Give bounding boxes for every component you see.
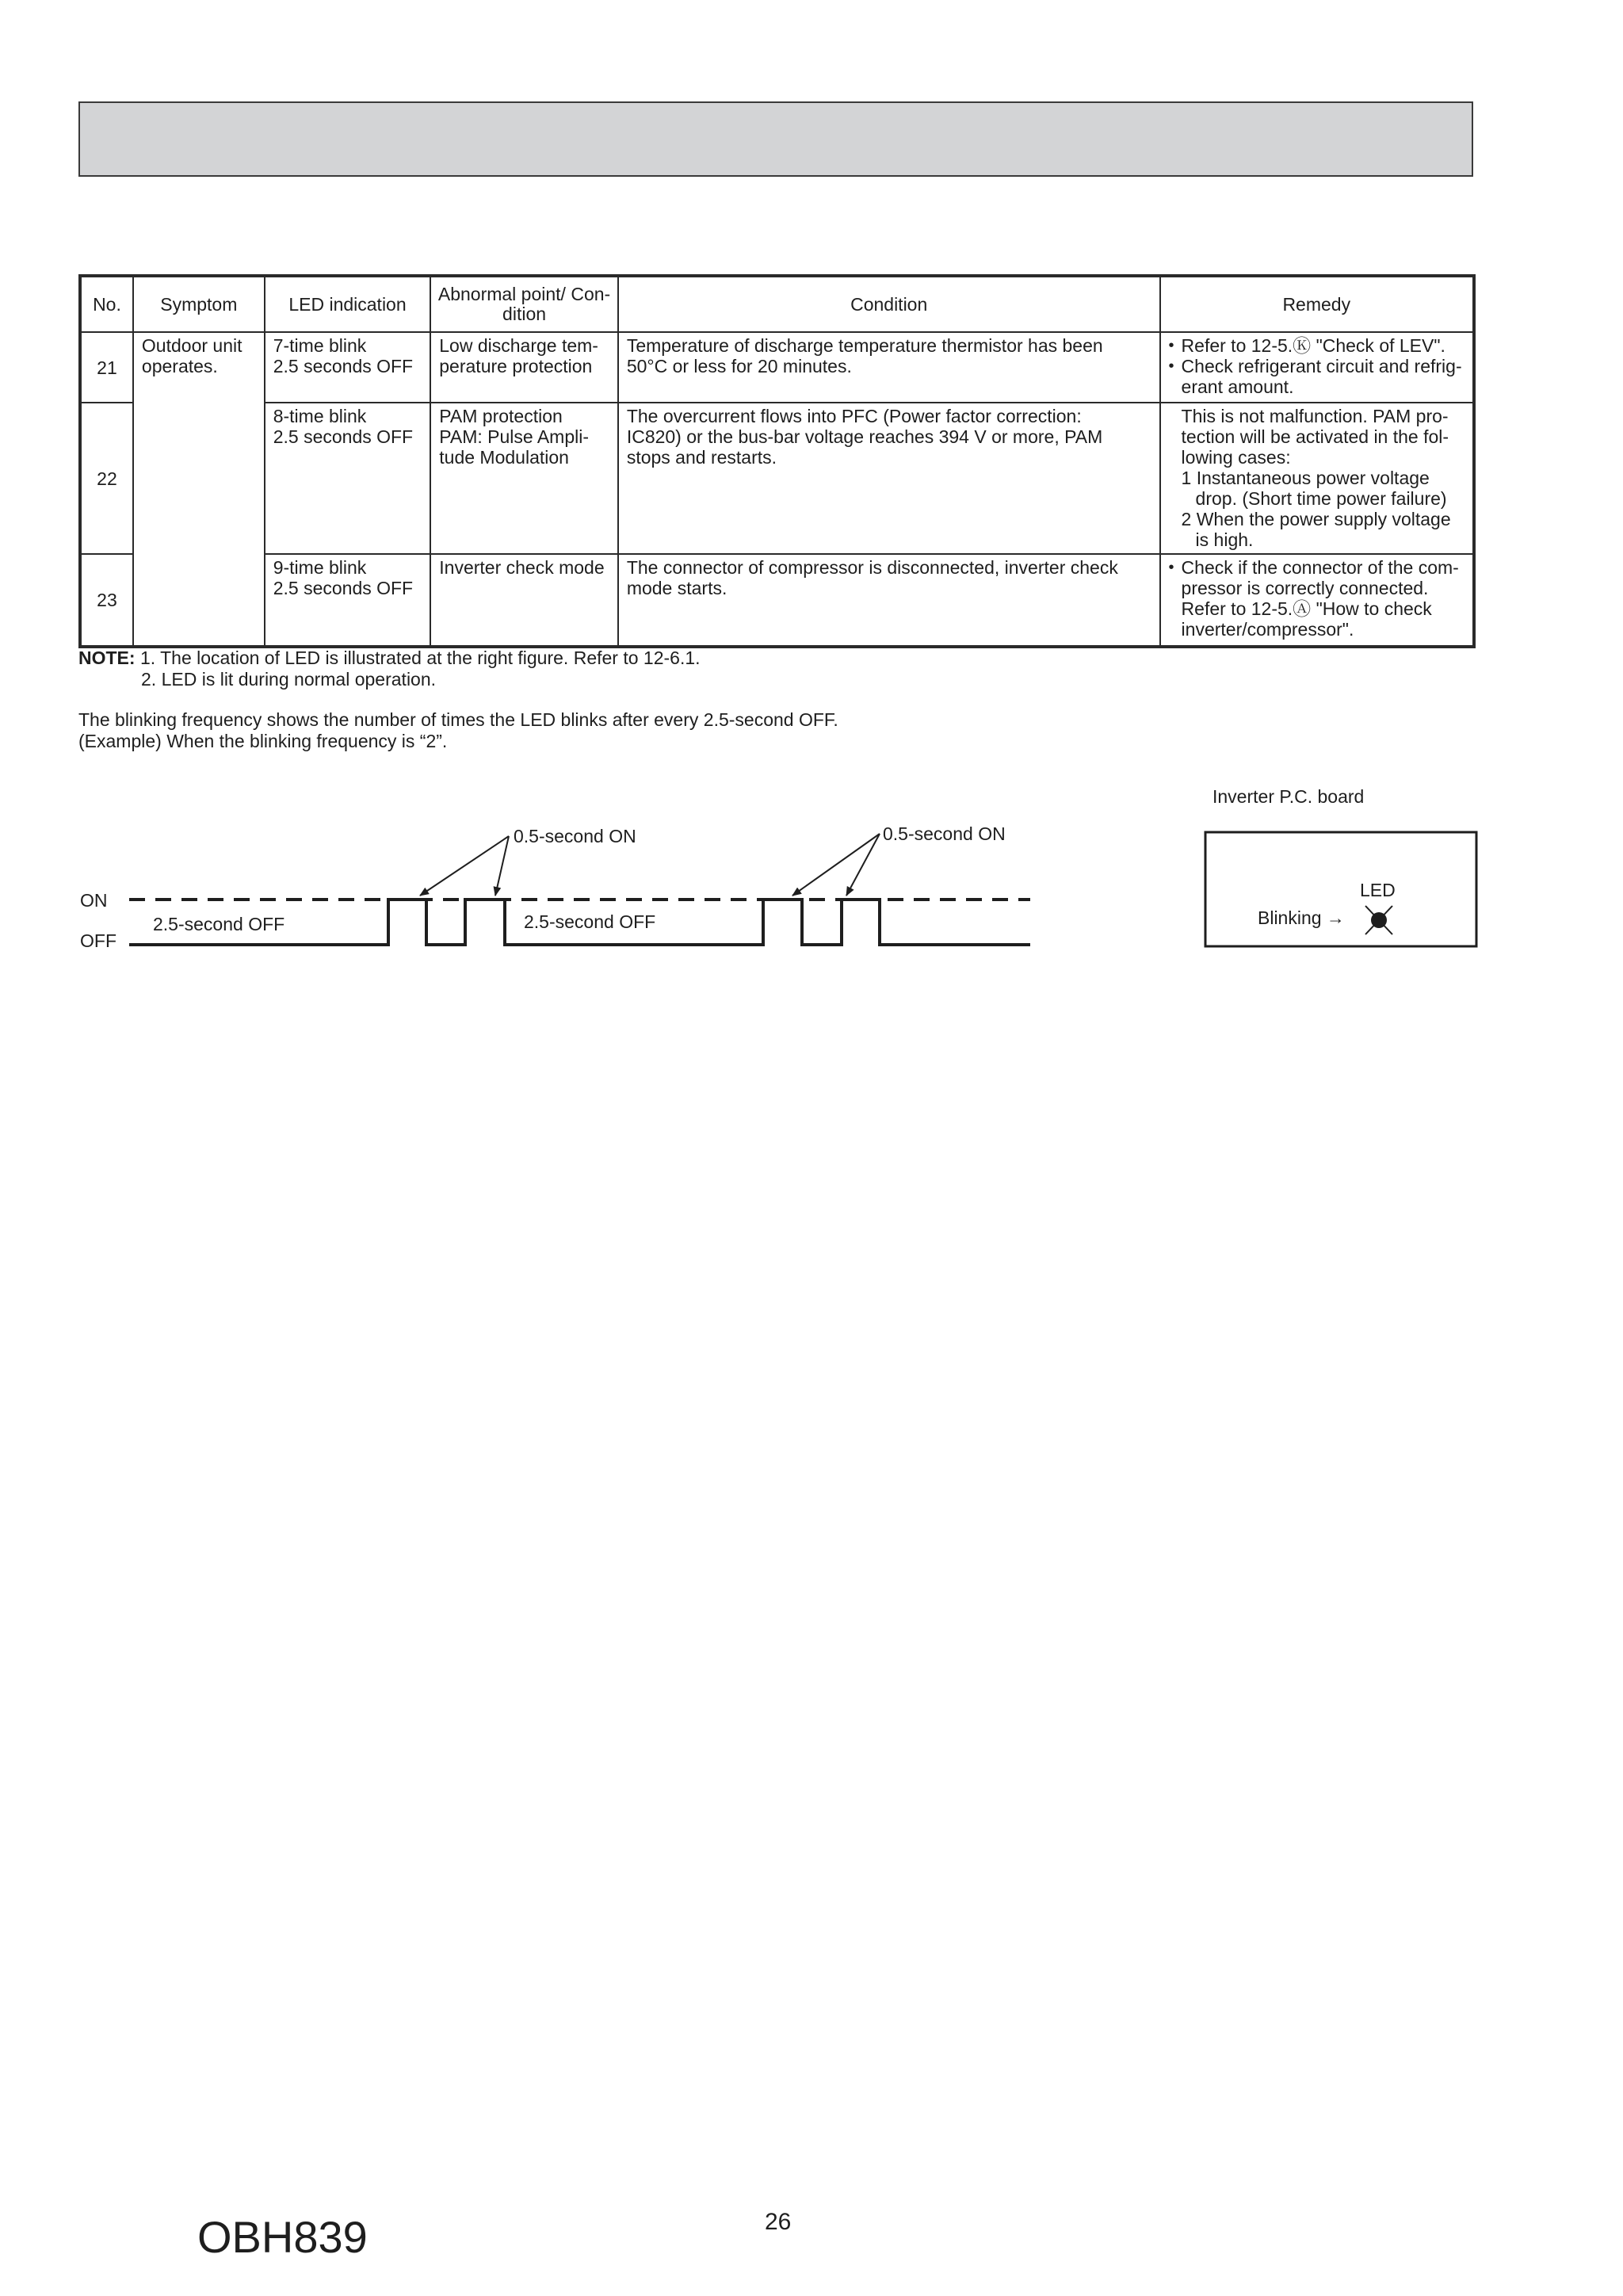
row-number: 21 xyxy=(80,332,133,403)
header-symptom: Symptom xyxy=(133,276,265,332)
header-no: No. xyxy=(80,276,133,332)
timing-diagram xyxy=(0,0,1623,1030)
blink-description-line-2: (Example) When the blinking frequency is “2”. xyxy=(78,731,448,751)
led-indication-cell: 7-time blink 2.5 seconds OFF xyxy=(265,332,431,403)
header-remedy: Remedy xyxy=(1160,276,1474,332)
blinking-label: Blinking → xyxy=(1258,907,1345,928)
on-pulse-label: 0.5-second ON xyxy=(883,823,1006,844)
abnormal-point-cell: PAM protection PAM: Pulse Ampli- tude Modulation xyxy=(430,403,618,554)
condition-cell: The overcurrent flows into PFC (Power factor correction: IC820) or the bus-bar voltage reaches 394 V or more, PAM stops and restarts. xyxy=(618,403,1160,554)
pulse-arrow xyxy=(846,834,880,896)
on-pulse-label: 0.5-second ON xyxy=(514,826,636,846)
page-number: 26 xyxy=(765,2209,792,2235)
row-number: 23 xyxy=(80,554,133,647)
header-led-indication: LED indication xyxy=(265,276,431,332)
off-level-label: OFF xyxy=(80,930,116,951)
pulse-arrow xyxy=(792,834,880,896)
board-title: Inverter P.C. board xyxy=(1212,786,1365,807)
note-line-2: 2. LED is lit during normal operation. xyxy=(141,669,437,690)
remedy-cell: This is not malfunction. PAM pro- tection will be activated in the fol- lowing cases: 1 Instantaneous power voltage drop. (Short time power failure) 2 When the power supply voltage is high. xyxy=(1160,403,1474,554)
header-condition: Condition xyxy=(618,276,1160,332)
pc-board-outline xyxy=(1205,832,1476,946)
abnormal-point-cell: Low discharge tem- perature protection xyxy=(430,332,618,403)
condition-cell: The connector of compressor is disconnected, inverter check mode starts. xyxy=(618,554,1160,647)
led-indication-cell: 9-time blink 2.5 seconds OFF xyxy=(265,554,431,647)
pulse-arrow xyxy=(495,836,509,896)
led-blinking-icon xyxy=(1365,906,1392,934)
on-level-label: ON xyxy=(80,890,108,911)
off-period-label: 2.5-second OFF xyxy=(524,911,656,932)
blink-description-line-1: The blinking frequency shows the number of times the LED blinks after every 2.5-second OFF. xyxy=(78,709,838,730)
led-indication-cell: 8-time blink 2.5 seconds OFF xyxy=(265,403,431,554)
led-label: LED xyxy=(1360,880,1396,900)
row-number: 22 xyxy=(80,403,133,554)
header-abnormal-point: Abnormal point/ Con- dition xyxy=(430,276,618,332)
off-period-label: 2.5-second OFF xyxy=(153,914,285,934)
remedy-cell: • Check if the connector of the com- pressor is correctly connected. Refer to 12-5.Ⓐ "How to check inverter/compressor". xyxy=(1160,554,1474,647)
remedy-cell: • Refer to 12-5.Ⓚ "Check of LEV". • Check refrigerant circuit and refrig- erant amount. xyxy=(1160,332,1474,403)
note-label: NOTE: xyxy=(78,648,136,668)
abnormal-point-cell: Inverter check mode xyxy=(430,554,618,647)
condition-cell: Temperature of discharge temperature thermistor has been 50°C or less for 20 minutes. xyxy=(618,332,1160,403)
document-code: OBH839 xyxy=(197,2212,368,2262)
note-line-1: 1. The location of LED is illustrated at the right figure. Refer to 12-6.1. xyxy=(139,648,701,668)
symptom-cell: Outdoor unit operates. xyxy=(133,332,265,647)
pulse-arrow xyxy=(420,836,509,896)
